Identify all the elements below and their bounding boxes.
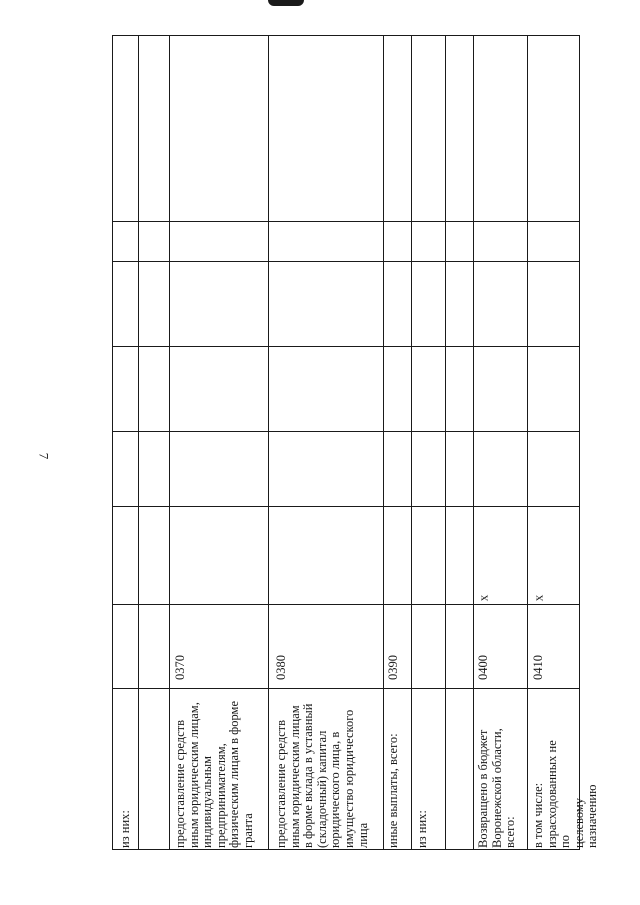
grid-line-v1 — [138, 36, 139, 849]
row-code-0380: 0380 — [274, 655, 288, 680]
row-label-other-payments: иные выплаты, всего: — [386, 733, 400, 848]
grid-line-h5 — [113, 346, 579, 347]
row-label-grant: предоставление средств иным юридическим лицам, индивидуальным предпринимателям, физическим лицам в форме гранта — [173, 700, 255, 848]
row-label-capital-contribution: предоставление средств иным юридическим лицам в форме вклада в уставный (складочный) капитал юридического лица, в имущество юридического лица — [274, 703, 370, 848]
grid-line-v5 — [411, 36, 412, 849]
row-code-0410: 0410 — [531, 655, 545, 680]
grid-line-h6 — [113, 261, 579, 262]
grid-line-h1 — [113, 688, 579, 689]
row-label-iz-nih-2: из них: — [415, 810, 429, 848]
mark-x-0410: х — [530, 594, 546, 602]
grid-line-v3 — [268, 36, 269, 849]
mark-x-0400: х — [475, 594, 491, 602]
row-code-0370: 0370 — [173, 655, 187, 680]
grid-line-h4 — [113, 431, 579, 432]
row-label-returned-to-budget: Возвращено в бюджет Воронежской области, всего: — [476, 728, 518, 848]
grid-line-v7 — [473, 36, 474, 849]
grid-line-v8 — [527, 36, 528, 849]
grid-line-h7 — [113, 221, 579, 222]
row-label-misused: в том числе: израсходованных не по целевому назначению — [531, 740, 600, 848]
grid-line-v4 — [383, 36, 384, 849]
grid-line-h2 — [113, 604, 579, 605]
row-label-iz-nih-1: из них: — [118, 810, 132, 848]
scan-edge-shadow — [268, 0, 304, 6]
row-code-0390: 0390 — [386, 655, 400, 680]
grid-line-v2 — [169, 36, 170, 849]
grid-line-h3 — [113, 506, 579, 507]
page-number: 7 — [36, 452, 52, 460]
row-code-0400: 0400 — [476, 655, 490, 680]
grid-line-v6 — [445, 36, 446, 849]
